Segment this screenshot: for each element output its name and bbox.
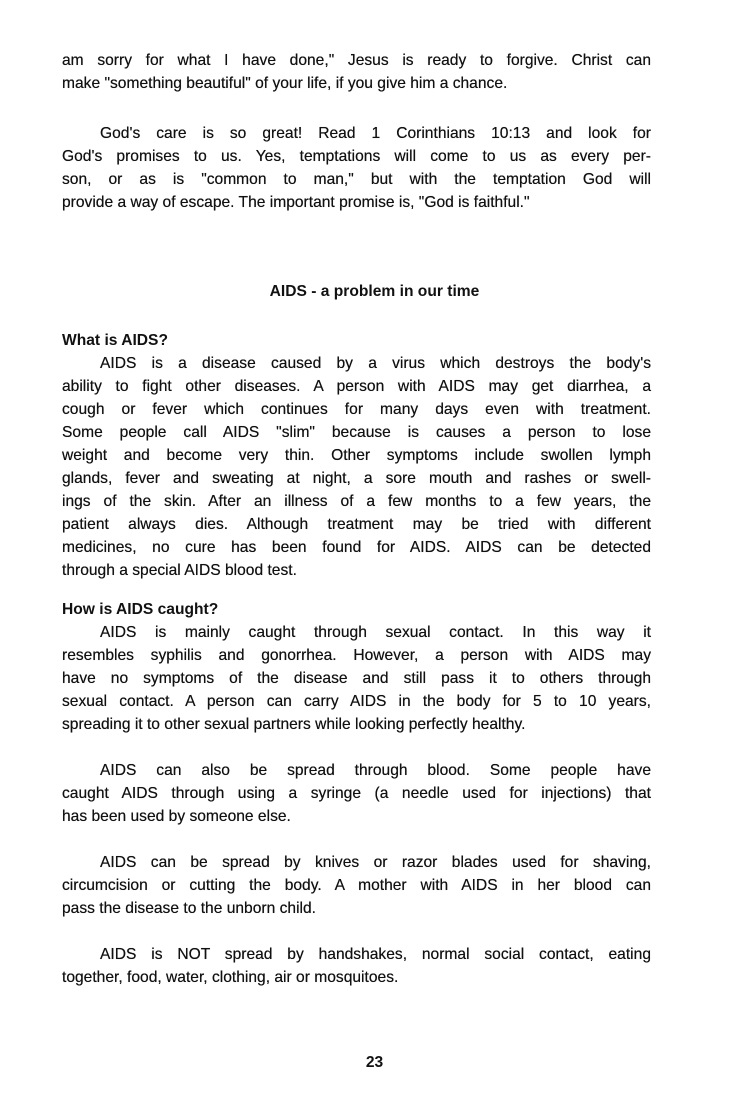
text-line: God's care is so great! Read 1 Corinthians 10:13 and look for <box>100 125 651 142</box>
text-line: caught AIDS through using a syringe (a needle used for injections) that <box>62 785 651 802</box>
text-line: ings of the skin. After an illness of a few months to a few years, the <box>62 493 651 510</box>
text-line: has been used by someone else. <box>62 808 291 825</box>
text-line: AIDS is NOT spread by handshakes, normal social contact, eating <box>100 946 651 963</box>
text-line: pass the disease to the unborn child. <box>62 900 316 917</box>
text-line: weight and become very thin. Other symptoms include swollen lymph <box>62 447 651 464</box>
text-line: sexual contact. A person can carry AIDS in the body for 5 to 10 years, <box>62 693 651 710</box>
text-line: medicines, no cure has been found for AIDS. AIDS can be detected <box>62 539 651 556</box>
text-line: ability to fight other diseases. A person with AIDS may get diarrhea, a <box>62 378 651 395</box>
text-line: provide a way of escape. The important promise is, "God is faithful." <box>62 194 530 211</box>
section-heading: AIDS - a problem in our time <box>269 283 480 300</box>
text-line: make "something beautiful" of your life, if you give him a chance. <box>62 75 508 92</box>
text-line: God's promises to us. Yes, temptations will come to us as every per- <box>62 148 651 165</box>
text-line: AIDS can be spread by knives or razor blades used for shaving, <box>100 854 651 871</box>
text-line: spreading it to other sexual partners while looking perfectly healthy. <box>62 716 526 733</box>
text-line: circumcision or cutting the body. A mother with AIDS in her blood can <box>62 877 651 894</box>
text-line: patient always dies. Although treatment may be tried with different <box>62 516 651 533</box>
text-line: Some people call AIDS "slim" because is causes a person to lose <box>62 424 651 441</box>
text-line: AIDS is a disease caused by a virus which destroys the body's <box>100 355 651 372</box>
text-line: son, or as is "common to man," but with the temptation God will <box>62 171 651 188</box>
text-line: through a special AIDS blood test. <box>62 562 297 579</box>
text-line: together, food, water, clothing, air or mosquitoes. <box>62 969 399 986</box>
text-line: resembles syphilis and gonorrhea. However, a person with AIDS may <box>62 647 651 664</box>
page-number: 23 <box>365 1054 384 1071</box>
text-line: AIDS is mainly caught through sexual contact. In this way it <box>100 624 651 641</box>
subheading-what-is-aids: What is AIDS? <box>62 332 168 349</box>
text-line: glands, fever and sweating at night, a sore mouth and rashes or swell- <box>62 470 651 487</box>
text-line: cough or fever which continues for many days even with treatment. <box>62 401 651 418</box>
text-line: AIDS can also be spread through blood. Some people have <box>100 762 651 779</box>
text-line: am sorry for what I have done," Jesus is ready to forgive. Christ can <box>62 52 651 69</box>
subheading-how-is-aids-caught: How is AIDS caught? <box>62 601 219 618</box>
text-line: have no symptoms of the disease and still pass it to others through <box>62 670 651 687</box>
